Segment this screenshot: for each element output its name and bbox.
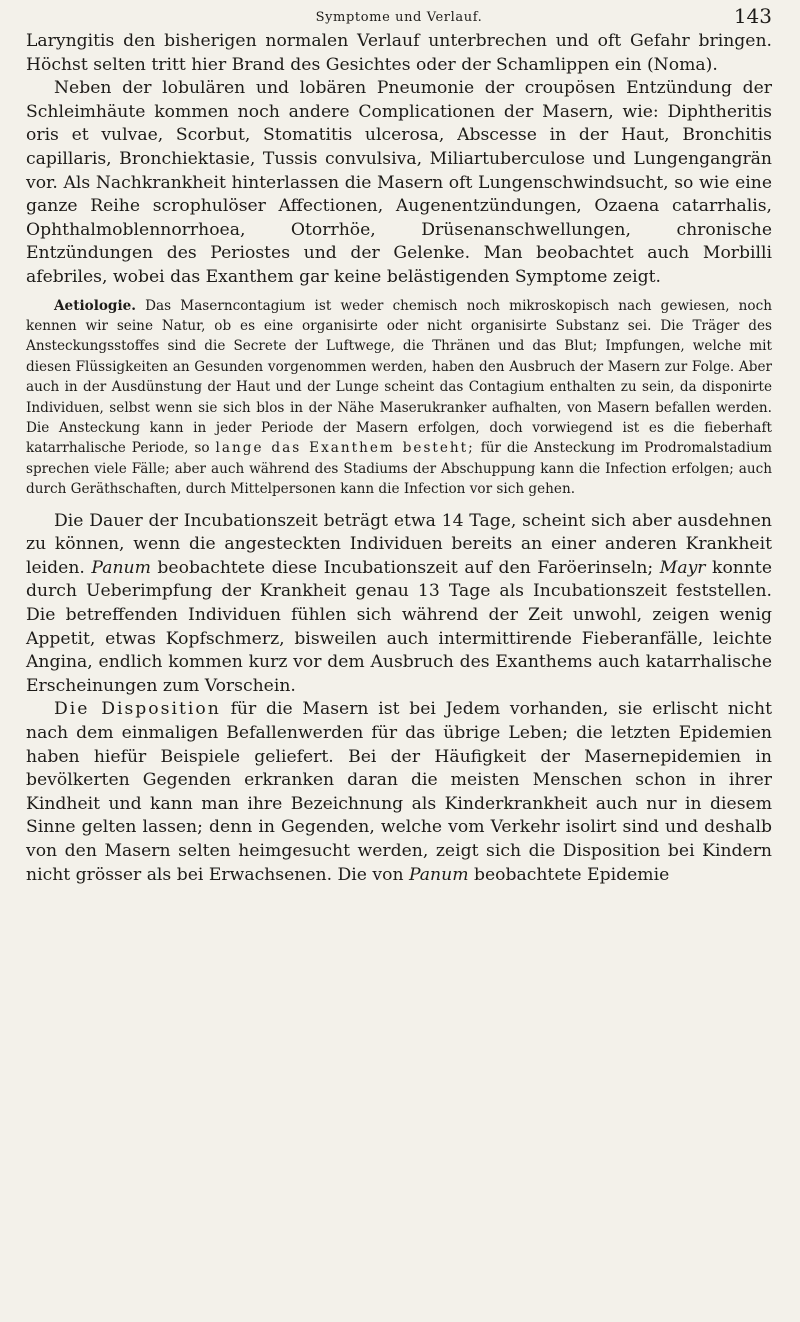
author-panum-2: Panum [409, 864, 469, 885]
paragraph-aetiologie [26, 296, 772, 500]
author-mayr: Mayr [659, 557, 706, 578]
running-head: Symptome und Verlauf. [315, 10, 483, 25]
aetiologie-text-b: für die Ansteckung im Prodromalstadium sprechen viele Fälle; aber auch während des Stadiums der Abschuppung kann die Infection erfolgen; auch durch Geräthschaften, durch Mittelpersonen kann die Infection vor sich gehen. [26, 440, 772, 498]
page-number: 143 [733, 4, 772, 28]
incubation-text-c: konnte durch Ueberimpfung der Krankheit genau 13 Tage als Incubationszeit feststellen. Die betreffenden Individuen fühlen sich während der Zeit unwohl, zeigen wenig Appetit, etwas Kopfschmerz, bisweilen auch intermittirende Fieberanfälle, leichte Angina, endlich kommen kurz vor dem Ausbruch des Exanthems auch katarrhalische Erscheinungen zum Vorschein. [26, 557, 773, 696]
aetiologie-text-a: Das Maserncontagium ist weder chemisch noch mikroskopisch nach gewiesen, noch kennen wir seine Natur, ob es eine organisirte oder nicht organisirte Substanz sei. Die Träger des Ansteckungsstoffes sind die Secrete der Luftwege, die Thränen und das Blut; Impfungen, welche mit diesen Flüssigkeiten an Gesunden vorgenommen werden, haben den Ausbruch der Masern zur Folge. Aber auch in der Ausdünstung der Haut und der Lunge scheint das Contagium enthalten zu sein, da disponirte Individuen, selbst wenn sie sich blos in der Nähe Maserukranker aufhalten, von Masern befallen werden. Die Ansteckung kann in jeder Periode der Masern erfolgen, doch vorwiegend ist es die fieberhaft katarrhalische Periode, so [26, 297, 772, 457]
incubation-text-a: Die Dauer der Incubationszeit beträgt etwa 14 Tage, scheint sich aber ausdehnen zu können, wenn die angesteckten Individuen bereits an einer anderen Krankheit leiden. [26, 510, 772, 578]
aetiologie-spaced: lange das Exanthem besteht; [215, 440, 475, 457]
paragraph-disposition [26, 698, 772, 887]
section-heading-aetiologie: Aetiologie. [54, 297, 136, 314]
page-header [26, 0, 772, 30]
paragraph-laryngitis: Laryngitis den bisherigen normalen Verlauf unterbrechen und oft Gefahr bringen. Höchst selten tritt hier Brand des Gesichtes oder der Schamlippen ein (Noma). [26, 31, 772, 75]
paragraph-incubation [26, 510, 772, 699]
author-panum: Panum [91, 557, 151, 578]
disposition-spaced: Die Disposition [54, 699, 221, 720]
incubation-text-b: beobachtete diese Incubationszeit auf den Faröerinseln; [157, 557, 654, 578]
paragraph-complications: Neben der lobulären und lobären Pneumonie der croupösen Entzündung der Schleimhäute kommen noch andere Complicationen der Masern, wie: Diphtheritis oris et vulvae, Scorbut, Stomatitis ulcerosa, Abscesse in der Haut, Bronchitis capillaris, Bronchiektasie, Tussis convulsiva, Miliartuberculose und Lungengangrän vor. Als Nachkrankheit hinterlassen die Masern oft Lungenschwindsucht, so wie eine ganze Reihe scrophulöser Affectionen, Augenentzündungen, Ozaena catarrhalis, Ophthalmoblennorrhoea, Otorrhöe, Drüsenanschwellungen, chronische Entzündungen des Periostes und der Gelenke. Man beobachtet auch Morbilli afebriles, wobei das Exanthem gar keine belästigenden Symptome zeigt. [26, 78, 772, 287]
disposition-text-a: für die Masern ist bei Jedem vorhanden, sie erlischt nicht nach dem einmaligen Befallenwerden für das übrige Leben; die letzten Epidemien haben hiefür Beispiele geliefert. Bei der Häufigkeit der Masernepidemien in bevölkerten Gegenden erkranken daran die meisten Menschen schon in ihrer Kindheit und kann man ihre Bezeichnung als Kinderkrankheit auch nur in diesem Sinne gelten lassen; denn in Gegenden, welche vom Verkehr isolirt sind und deshalb von den Masern selten heimgesucht werden, zeigt sich die Disposition bei Kindern nicht grösser als bei Erwachsenen. Die von [26, 699, 773, 885]
disposition-text-b: beobachtete Epidemie [473, 864, 670, 885]
